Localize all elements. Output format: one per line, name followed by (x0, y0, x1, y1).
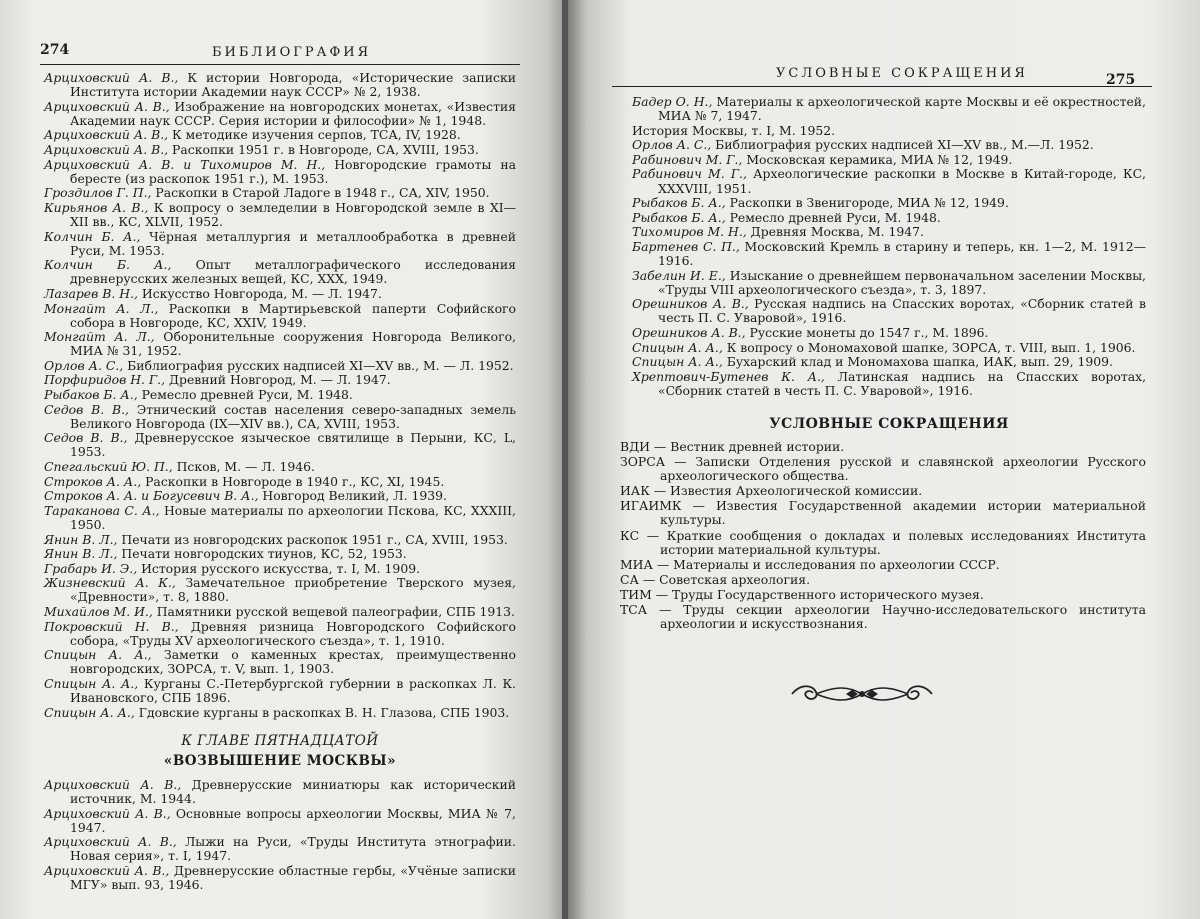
entry-author: Порфиридов Н. Г., (44, 372, 166, 388)
entry-text: Древняя ризница Новгородского Софийского собора, «Труды XV археологического съезда», т. 1, 1910. (70, 618, 517, 648)
entry-author: Арциховский А. В., (44, 98, 170, 114)
entry-text: К методике изучения серпов, ТСА, IV, 1928. (168, 127, 461, 143)
entry-text: Библиография русских надписей XI—XV вв., М.—Л. 1952. (711, 137, 1094, 153)
entry-text: К истории Новгорода, «Исторические записки Института истории Академии наук СССР» № 2, 1938. (70, 70, 516, 100)
entry-author: Бадер О. Н., (632, 94, 713, 109)
entry-author: Спицын А. А., (44, 704, 135, 720)
bibliography-entry (44, 504, 516, 532)
bibliography-entry (44, 302, 516, 330)
bibliography-entry (632, 196, 1146, 210)
bibliography-entry (44, 605, 516, 619)
entry-text: Раскопки в Старой Ладоге в 1948 г., СА, XIV, 1950. (151, 185, 490, 201)
entry-text: Оборонительные сооружения Новгорода Великого, МИА № 31, 1952. (70, 329, 517, 359)
left-page-number: 274 (40, 42, 70, 58)
abbreviation-text: — Записки Отделения русской и славянской археологии Русского археологического общества. (660, 454, 1146, 484)
entry-text: Гдовские курганы в раскопках В. Н. Глазова, СПБ 1903. (134, 704, 510, 720)
entry-text: Опыт металлографического исследования древнерусских железных вещей, КС, XXX, 1949. (70, 257, 516, 287)
entry-author: Кирьянов А. В., (44, 199, 149, 215)
entry-text: Ремесло древней Руси, М. 1948. (137, 387, 353, 403)
entry-text: История Москвы, т. I, М. 1952. (632, 122, 836, 138)
entry-author: Арциховский А. В., (44, 776, 182, 792)
entry-author: Арциховский А. В., (44, 834, 177, 850)
entry-text: Основные вопросы археологии Москвы, МИА № 7, 1947. (70, 805, 516, 835)
entry-author: Колчин Б. А., (44, 257, 172, 273)
right-page (568, 0, 1200, 919)
entry-author: Рабинович М. Г., (632, 151, 743, 167)
bibliography-entry (632, 167, 1146, 195)
entry-text: Московская керамика, МИА № 12, 1949. (742, 151, 1013, 167)
bibliography-entry (44, 620, 516, 648)
bibliography-entry (632, 269, 1146, 297)
abbreviation-entry (620, 455, 1146, 483)
abbreviation-entry (620, 603, 1146, 631)
abbreviation-text: — Известия Государственной академии истории материальной культуры. (660, 498, 1146, 528)
entry-text: Этнический состав населения северо-западных земель Великого Новгорода (IX—XIV вв.), СА, XVIII, 1953. (70, 401, 516, 431)
left-head-rule (40, 64, 520, 65)
entry-author: Янин В. Л., (44, 546, 118, 562)
entry-text: Изображение на новгородских монетах, «Известия Академии наук СССР. Серия истории и философии» № 1, 1948. (70, 98, 516, 128)
abbreviation-entry (620, 484, 1146, 498)
bibliography-entry (44, 388, 516, 402)
entry-author: Арциховский А. В. и Тихомиров М. Н., (44, 156, 326, 172)
bibliography-entry (44, 158, 516, 186)
bibliography-entry (44, 287, 516, 301)
entry-text: Московский Кремль в старину и теперь, кн. 1—2, М. 1912—1916. (658, 238, 1146, 269)
entry-author: Орешников А. В., (632, 296, 749, 312)
entry-text: Новгородские грамоты на бересте (из раскопок 1951 г.), М. 1953. (70, 156, 516, 186)
entry-author: Жизневский А. К., (44, 575, 176, 591)
entry-author: Рыбаков Б. А., (632, 209, 726, 225)
entry-author: Тихомиров М. Н., (632, 224, 747, 240)
entry-author: Арциховский А. В., (44, 141, 169, 157)
entry-author: Спицын А. А., (632, 354, 723, 370)
entry-author: Монгайт А. Л., (44, 300, 159, 316)
left-entry-list (44, 71, 516, 720)
abbreviation-code: КС (620, 527, 640, 543)
bibliography-entry (632, 341, 1146, 355)
bibliography-entry (632, 153, 1146, 167)
entry-author: Лазарев В. Н., (44, 285, 138, 301)
bibliography-entry (44, 648, 516, 676)
entry-author: Орлов А. С., (44, 357, 124, 373)
entry-author: Рыбаков Б. А., (44, 387, 138, 403)
chapter-subheading: «ВОЗВЫШЕНИЕ МОСКВЫ» (163, 752, 397, 769)
entry-text: Псков, М. — Л. 1946. (172, 459, 315, 475)
abbreviation-entry (620, 440, 1146, 454)
entry-text: Библиография русских надписей XI—XV вв., М. — Л. 1952. (123, 357, 514, 373)
bibliography-entry (44, 186, 516, 200)
entry-author: Бартенев С. П., (632, 238, 740, 254)
abbreviation-text: — Известия Археологической комиссии. (649, 483, 923, 499)
entry-text: Новгород Великий, Л. 1939. (258, 488, 447, 504)
right-entry-list (632, 95, 1146, 398)
entry-text: Русская надпись на Спасских воротах, «Сборник статей в честь П. С. Уваровой», 1916. (658, 296, 1146, 326)
entry-author: Рыбаков Б. А., (632, 195, 726, 211)
entry-text: Археологические раскопки в Москве в Китай-городе, КС, XXXVIII, 1951. (658, 166, 1146, 196)
abbreviation-entry (620, 558, 1146, 572)
abbreviation-code: ЗОРСА (620, 454, 666, 470)
bibliography-entry (44, 547, 516, 561)
entry-text: Искусство Новгорода, М. — Л. 1947. (137, 285, 382, 301)
bibliography-entry (44, 576, 516, 604)
entry-author: Спицын А. А., (44, 675, 139, 691)
entry-text: Раскопки в Новгороде в 1940 г., КС, XI, 1945. (141, 473, 445, 489)
abbreviations-list (620, 440, 1146, 632)
bibliography-entry (44, 431, 516, 459)
entry-text: Древнерусские областные гербы, «Учёные записки МГУ» вып. 93, 1946. (70, 862, 517, 893)
entry-author: Орешников А. В., (632, 325, 746, 340)
entry-author: Колчин Б. А., (44, 228, 141, 244)
entry-text: Замечательное приобретение Тверского музея, «Древности», т. 8, 1880. (70, 575, 516, 605)
right-page-number: 275 (1106, 72, 1136, 88)
entry-author: Орлов А. С., (632, 137, 712, 153)
entry-text: Курганы С.-Петербургской губернии в раскопках Л. К. Ивановского, СПБ 1896. (70, 675, 516, 706)
bibliography-entry (632, 225, 1146, 239)
entry-author: Тараканова С. А., (44, 502, 160, 518)
abbreviation-code: МИА (620, 556, 653, 572)
left-page (0, 0, 565, 919)
right-bibliography (632, 95, 1146, 398)
entry-author: Строков А. А. и Богусевич В. А., (44, 488, 259, 504)
entry-author: Строков А. А., (44, 473, 142, 489)
bibliography-entry (44, 460, 516, 474)
entry-author: Седов В. В., (44, 430, 128, 446)
entry-author: Гроздилов Г. П., (44, 185, 152, 201)
bibliography-entry (44, 330, 516, 358)
entry-author: Михайлов М. И., (44, 603, 153, 619)
bibliography-entry (44, 143, 516, 157)
abbreviation-code: ВДИ (620, 439, 650, 454)
entry-author: Арциховский А. В., (44, 70, 179, 85)
bibliography-entry (44, 807, 516, 835)
abbreviation-code: ТСА (620, 602, 648, 618)
entry-text: Древний Новгород, М. — Л. 1947. (165, 372, 391, 388)
entry-text: Ремесло древней Руси, М. 1948. (725, 209, 941, 225)
bibliography-entry (44, 128, 516, 142)
bibliography-entry (44, 201, 516, 229)
bibliography-entry (632, 297, 1146, 325)
abbreviation-entry (620, 588, 1146, 602)
bibliography-entry (44, 373, 516, 387)
entry-text: История русского искусства, т. I, М. 1909. (137, 560, 421, 576)
bibliography-entry (44, 230, 516, 258)
entry-author: Рабинович М. Г., (632, 166, 747, 182)
bibliography-entry (44, 71, 516, 99)
entry-author: Седов В. В., (44, 401, 129, 417)
entry-text: К вопросу о земледелии в Новгородской земле в XI—XII вв., КС, XLVII, 1952. (70, 199, 517, 229)
entry-author: Монгайт А. Л., (44, 329, 155, 345)
entry-text: Бухарский клад и Мономахова шапка, ИАК, вып. 29, 1909. (722, 354, 1113, 370)
left-entry-list-2 (44, 778, 516, 892)
bibliography-entry (44, 258, 516, 286)
abbreviations-title: УСЛОВНЫЕ СОКРАЩЕНИЯ (769, 416, 1009, 432)
entry-text: Древнерусское языческое святилище в Перыни, КС, L, 1953. (70, 430, 516, 460)
chapter-heading: К ГЛАВЕ ПЯТНАДЦАТОЙ (181, 732, 379, 749)
bibliography-entry (44, 835, 516, 863)
entry-text: Древнерусские миниатюры как исторический источник, М. 1944. (70, 776, 516, 806)
entry-author: Покровский Н. В., (44, 618, 179, 634)
abbreviation-entry (620, 573, 1146, 587)
entry-author: Хрептович-Бутенев К. А., (632, 368, 825, 384)
abbreviation-entry (620, 499, 1146, 527)
entry-text: Чёрная металлургия и металлообработка в древней Руси, М. 1953. (70, 228, 516, 258)
bibliography-entry (44, 403, 516, 431)
entry-author: Спицын А. А., (44, 647, 152, 663)
bibliography-entry (44, 359, 516, 373)
entry-author: Янин В. Л., (44, 531, 118, 547)
entry-text: Новые материалы по археологии Пскова, КС, XXXIII, 1950. (70, 502, 517, 532)
entry-author: Спицын А. А., (632, 339, 723, 355)
entry-text: К вопросу о Мономаховой шапке, ЗОРСА, т. VIII, вып. 1, 1906. (722, 339, 1136, 355)
bibliography-entry (632, 355, 1146, 369)
bibliography-entry (632, 124, 1146, 138)
abbreviation-entry (620, 529, 1146, 557)
entry-text: Латинская надпись на Спасских воротах, «Сборник статей в честь П. С. Уваровой», 1916. (658, 368, 1147, 398)
entry-text: Памятники русской вещевой палеографии, СПБ 1913. (152, 603, 515, 619)
entry-text: Материалы к археологической карте Москвы и её окрестностей, МИА № 7, 1947. (658, 94, 1146, 124)
entry-author: Забелин И. Е., (632, 267, 726, 283)
entry-author: Арциховский А. В., (44, 862, 170, 878)
entry-text: Печати из новгородских раскопок 1951 г., СА, XVIII, 1953. (117, 531, 508, 547)
bibliography-entry (44, 475, 516, 489)
entry-author: Грабарь И. Э., (44, 560, 138, 576)
entry-text: Раскопки 1951 г. в Новгороде, СА, XVIII, 1953. (168, 141, 479, 157)
entry-text: Печати новгородских тиунов, КС, 52, 1953. (117, 546, 407, 562)
bibliography-entry (44, 778, 516, 806)
right-running-head: УСЛОВНЫЕ СОКРАЩЕНИЯ (776, 66, 1028, 81)
entry-author: Арциховский А. В., (44, 805, 171, 821)
entry-text: Раскопки в Звенигороде, МИА № 12, 1949. (725, 195, 1009, 211)
abbreviation-text: — Труды секции археологии Научно-исследовательского института археологии и искусствознания. (647, 602, 1146, 632)
entry-text: Лыжи на Руси, «Труды Института этнографии. Новая серия», т. I, 1947. (70, 834, 516, 864)
abbreviation-text: — Труды Государственного исторического музея. (651, 586, 984, 602)
entry-text: Изыскание о древнейшем первоначальном заселении Москвы, «Труды VIII археологического съезда», т. 3, 1897. (658, 267, 1146, 297)
entry-author: Спегальский Ю. П., (44, 459, 173, 475)
bibliography-entry (44, 533, 516, 547)
abbreviation-text: — Вестник древней истории. (649, 439, 845, 454)
scroll-ornament-icon (786, 680, 938, 708)
bibliography-entry (632, 211, 1146, 225)
bibliography-entry (44, 562, 516, 576)
entry-text: Русские монеты до 1547 г., М. 1896. (745, 325, 989, 340)
bibliography-entry (632, 326, 1146, 340)
left-running-head: БИБЛИОГРАФИЯ (212, 45, 372, 60)
entry-text: Заметки о каменных крестах, преимущественно новгородских, ЗОРСА, т. V, вып. 1, 1903. (70, 647, 516, 677)
bibliography-entry (632, 370, 1146, 398)
bibliography-entry (44, 864, 516, 892)
abbreviation-code: ИАК (620, 483, 650, 499)
entry-text: Раскопки в Мартирьевской паперти Софийского собора в Новгороде, КС, XXIV, 1949. (70, 300, 516, 330)
abbreviation-code: СА (620, 571, 639, 587)
bibliography-entry (632, 138, 1146, 152)
abbreviation-code: ТИМ (620, 586, 652, 602)
abbreviation-text: — Краткие сообщения о докладах и полевых исследованиях Института истории материальной культуры. (639, 527, 1146, 557)
bibliography-entry (632, 240, 1146, 268)
entry-text: Древняя Москва, М. 1947. (746, 224, 924, 240)
abbreviation-code: ИГАИМК (620, 498, 682, 514)
bibliography-entry (44, 677, 516, 705)
abbreviation-text: — Советская археология. (638, 571, 811, 587)
bibliography-entry (44, 100, 516, 128)
bibliography-entry (44, 706, 516, 720)
abbreviation-text: — Материалы и исследования по археологии СССР. (652, 556, 1000, 572)
bibliography-entry (44, 489, 516, 503)
right-head-rule (612, 86, 1152, 87)
entry-author: Арциховский А. В., (44, 127, 169, 143)
bibliography-entry (632, 95, 1146, 123)
left-bibliography (44, 71, 516, 893)
